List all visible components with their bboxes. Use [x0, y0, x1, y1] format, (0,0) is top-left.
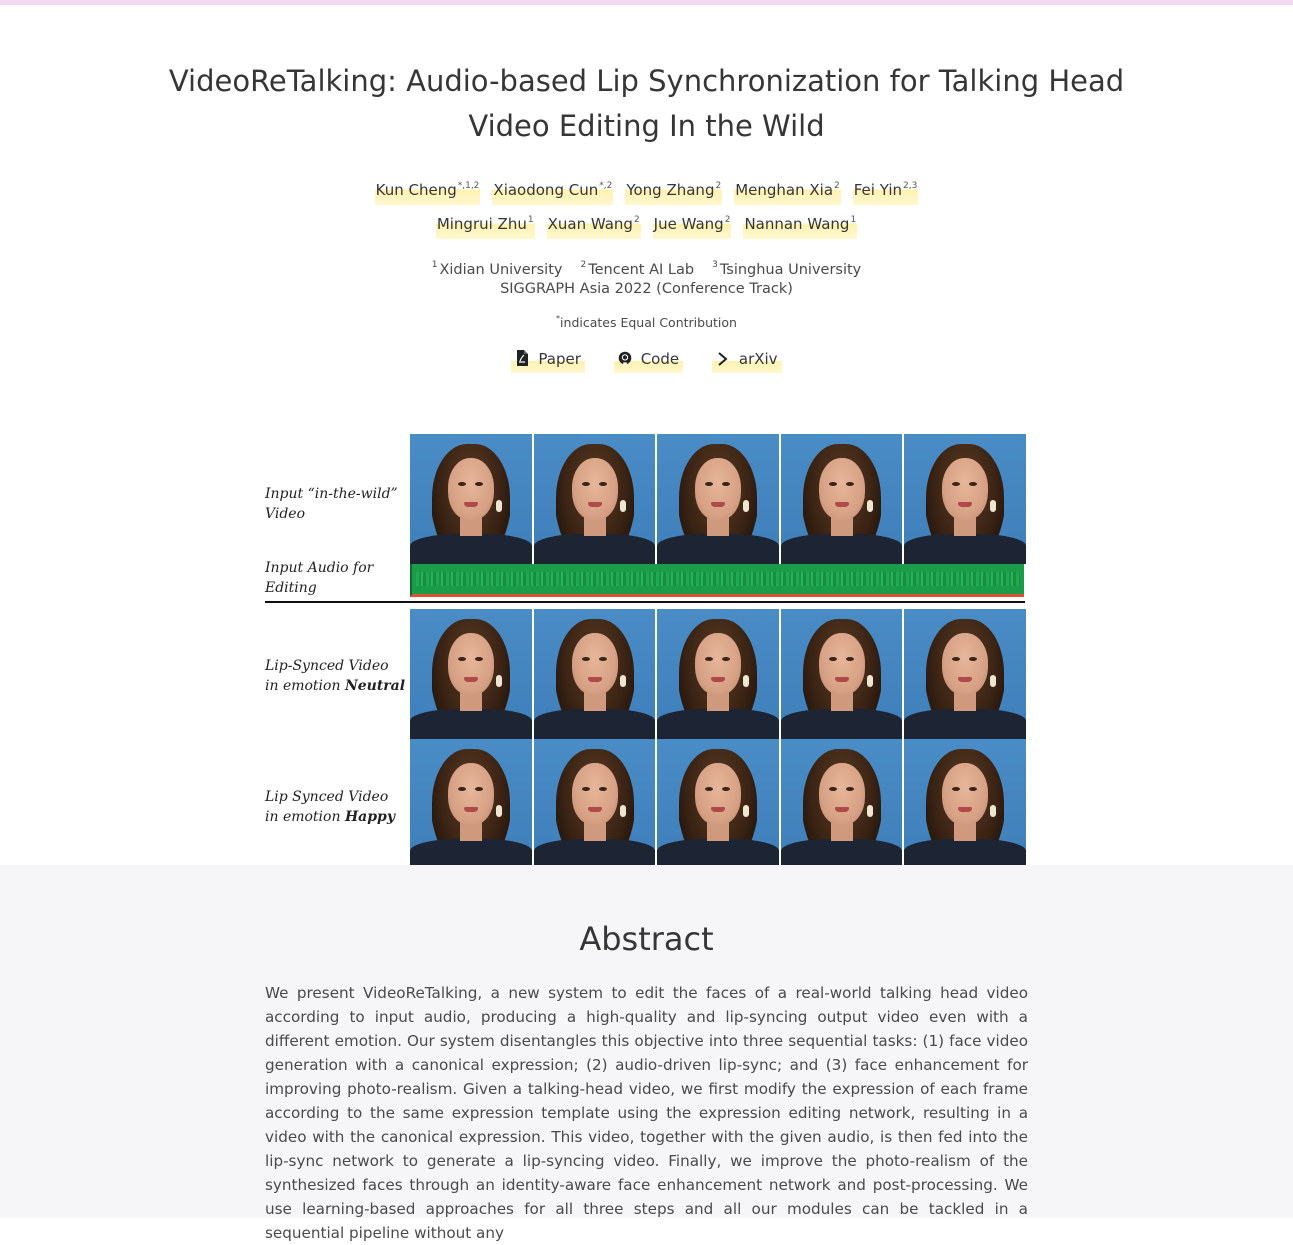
- row-label-happy: [265, 787, 395, 827]
- row-label-input-video: [265, 484, 398, 524]
- affiliation-sup: 3: [712, 260, 718, 270]
- venue: SIGGRAPH Asia 2022 (Conference Track): [500, 281, 793, 297]
- row-label-line: in emotion: [265, 678, 345, 694]
- equal-text: indicates Equal Contribution: [560, 315, 737, 330]
- author-link[interactable]: [853, 171, 919, 205]
- arxiv-icon: [716, 350, 730, 366]
- author-sup: 2: [834, 181, 840, 191]
- author-link[interactable]: [547, 205, 641, 239]
- author-name: Nannan Wang: [744, 215, 850, 233]
- video-frame: [904, 609, 1026, 732]
- video-frame: [657, 609, 779, 732]
- title-line-1: VideoReTalking: Audio-based Lip Synchronization for Talking Head: [168, 64, 1125, 98]
- file-pdf-icon: [515, 350, 529, 366]
- video-frame: [534, 739, 656, 862]
- row-label-line: in emotion: [265, 809, 345, 825]
- affiliation-name: Xidian University: [439, 262, 563, 278]
- title-line-2: Video Editing In the Wild: [468, 109, 825, 143]
- neutral-video-frames: [410, 609, 1026, 732]
- author-name: Yong Zhang: [626, 181, 715, 199]
- author-sup: 2: [724, 215, 731, 225]
- author-sup: 1: [850, 215, 857, 225]
- happy-video-frames: [410, 739, 1026, 862]
- affiliation-sup: 2: [580, 260, 587, 270]
- video-frame: [904, 739, 1026, 862]
- row-label-line: Lip Synced Video: [265, 789, 389, 805]
- page-title: [160, 59, 1133, 149]
- author-list: [250, 171, 1043, 239]
- video-frame: [410, 609, 532, 732]
- code-link-label: Code: [640, 350, 680, 368]
- affiliation-sup: 1: [431, 260, 438, 270]
- author-link[interactable]: [653, 205, 732, 239]
- author-link[interactable]: [625, 171, 722, 205]
- github-icon: [618, 350, 632, 366]
- row-label-line: Lip-Synced Video: [265, 658, 389, 674]
- author-link[interactable]: [436, 205, 535, 239]
- equal-sup: *: [556, 314, 561, 323]
- figure-divider: [265, 601, 1025, 603]
- author-sup: 2: [715, 181, 722, 191]
- arxiv-link-label: arXiv: [738, 350, 778, 368]
- video-frame: [904, 434, 1026, 557]
- row-label-line: Input Audio for: [265, 560, 374, 576]
- audio-waveform: [410, 564, 1024, 597]
- video-frame: [410, 739, 532, 862]
- input-video-frames: [410, 434, 1026, 557]
- video-frame: [781, 609, 903, 732]
- row-label-line: Input “in-the-wild”: [265, 486, 398, 502]
- author-name: Xuan Wang: [547, 215, 633, 233]
- author-link[interactable]: [734, 171, 841, 205]
- author-sup: *,1,2: [457, 181, 480, 191]
- video-frame: [534, 609, 656, 732]
- author-name: Kun Cheng: [375, 181, 457, 199]
- author-sup: 1: [527, 215, 534, 225]
- author-sup: 2: [633, 215, 640, 225]
- row-label-bold: Happy: [344, 809, 395, 825]
- abstract-section: [0, 865, 1293, 1242]
- video-frame: [534, 434, 656, 557]
- author-link[interactable]: [375, 171, 481, 205]
- row-label-bold: Neutral: [344, 678, 406, 694]
- abstract-text: We present VideoReTalking, a new system to edit the faces of a real-world talking head video according to input audio, producing a high-quality and lip-syncing output video even with a different emotion. Our system disentangles this objective into three sequential tasks: (1) face video generation with a canonical expression; (2) audio-driven lip-sync; and (3) face enhancement for improving photo-realism. Given a talking-head video, we first modify the expression of each frame according to the same expression template using the expression editing network, resulting in a video with the canonical expression. This video, together with the given audio, is then fed into the lip-sync network to generate a lip-syncing video. Finally, we improve the photo-realism of the synthesized faces through an identity-aware face enhancement network and post-processing. We use learning-based approaches for all three steps and all our modules can be tackled in a sequential pipeline without any: [265, 984, 1028, 1242]
- author-name: Mingrui Zhu: [436, 215, 527, 233]
- author-sup: 2,3: [903, 181, 918, 191]
- paper-link-label: Paper: [538, 350, 581, 368]
- author-name: Xiaodong Cun: [493, 181, 599, 199]
- row-label-line: Video: [265, 506, 306, 522]
- affiliation-name: Tencent AI Lab: [588, 262, 695, 278]
- affiliation-name: Tsinghua University: [719, 262, 862, 278]
- video-frame: [410, 434, 532, 557]
- author-link[interactable]: [492, 171, 613, 205]
- link-buttons: [250, 345, 1043, 373]
- code-link[interactable]: [614, 345, 683, 373]
- video-frame: [657, 434, 779, 557]
- paper-link[interactable]: [511, 345, 584, 373]
- author-name: Jue Wang: [653, 215, 724, 233]
- video-frame: [781, 434, 903, 557]
- author-name: Menghan Xia: [735, 181, 834, 199]
- abstract-heading: Abstract: [579, 920, 714, 958]
- arxiv-link[interactable]: [712, 345, 782, 373]
- row-label-line: Editing: [265, 580, 317, 596]
- equal-contribution-note: [250, 309, 1043, 333]
- row-label-neutral: [265, 656, 405, 696]
- video-frame: [657, 739, 779, 862]
- teaser-figure: [255, 432, 1035, 864]
- video-frame: [781, 739, 903, 862]
- row-label-input-audio: [265, 558, 373, 598]
- author-name: Fei Yin: [853, 181, 903, 199]
- author-sup: *,2: [599, 181, 613, 191]
- author-link[interactable]: [743, 205, 857, 239]
